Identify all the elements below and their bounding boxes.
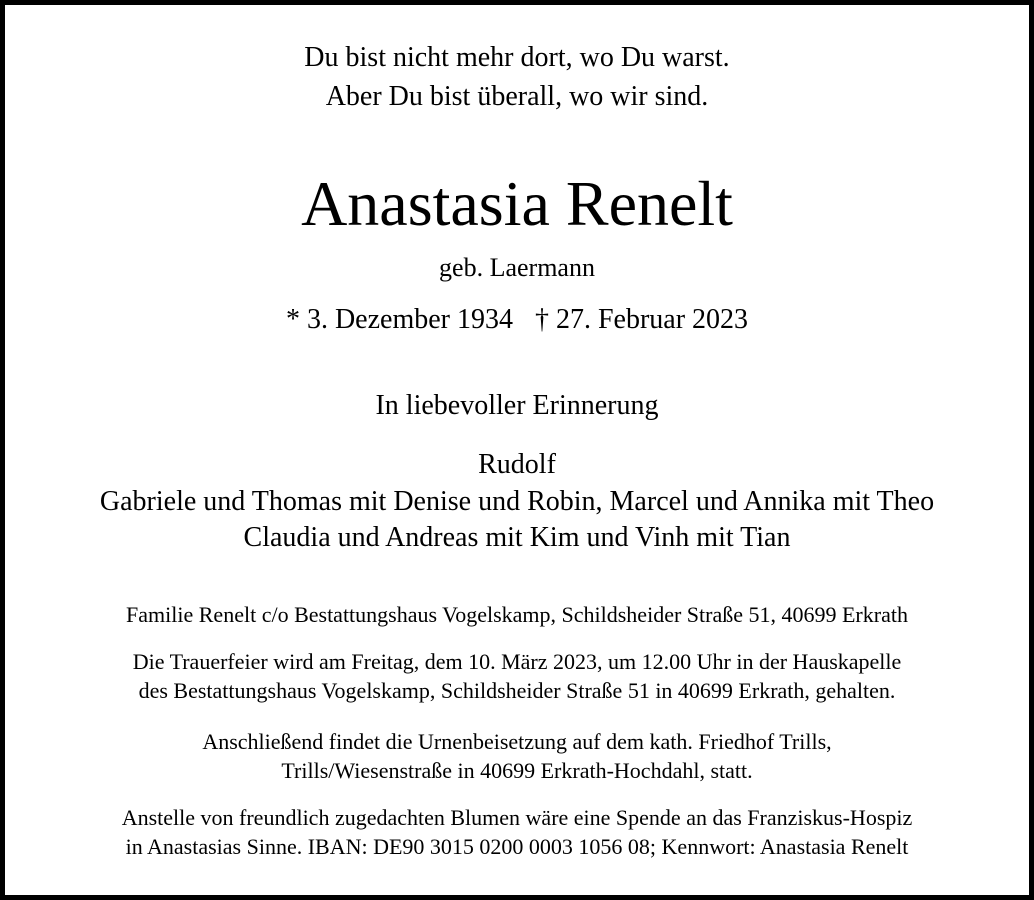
motto-line-2: Aber Du bist überall, wo wir sind. [325, 81, 709, 112]
motto-line-1: Du bist nicht mehr dort, wo Du warst. [304, 42, 730, 73]
burial-line: Anschließend findet die Urnenbeisetzung auf dem kath. Friedhof Trills, [202, 729, 832, 754]
mourner-line: Gabriele und Thomas mit Denise und Robin, Marcel und Annika mit Theo [99, 486, 935, 517]
birth-date: * 3. Dezember 1934 [285, 304, 513, 335]
donation-line: Anstelle von freundlich zugedachten Blumen wäre eine Spende an das Franziskus-Hospiz [121, 805, 913, 830]
donation-line: in Anastasias Sinne. IBAN: DE90 3015 0200 0003 1056 08; Kennwort: Anastasia Renelt [125, 834, 909, 859]
contact-address: Familie Renelt c/o Bestattungshaus Vogelskamp, Schildsheider Straße 51, 40699 Erkrath [126, 602, 908, 627]
life-dates [5, 306, 1029, 334]
death-date: † 27. Februar 2023 [534, 304, 749, 335]
born-name: geb. Laermann [439, 253, 595, 282]
remembrance-line: In liebevoller Erinnerung [375, 390, 659, 421]
deceased-name: Anastasia Renelt [301, 168, 733, 239]
mourner-line: Rudolf [478, 449, 556, 480]
ceremony-line: Die Trauerfeier wird am Freitag, dem 10. März 2023, um 12.00 Uhr in der Hauskapelle [132, 649, 902, 674]
burial-line: Trills/Wiesenstraße in 40699 Erkrath-Hochdahl, statt. [281, 758, 753, 783]
mourner-line: Claudia und Andreas mit Kim und Vinh mit Tian [243, 522, 791, 553]
ceremony-line: des Bestattungshaus Vogelskamp, Schildsheider Straße 51 in 40699 Erkrath, gehalten. [138, 678, 896, 703]
